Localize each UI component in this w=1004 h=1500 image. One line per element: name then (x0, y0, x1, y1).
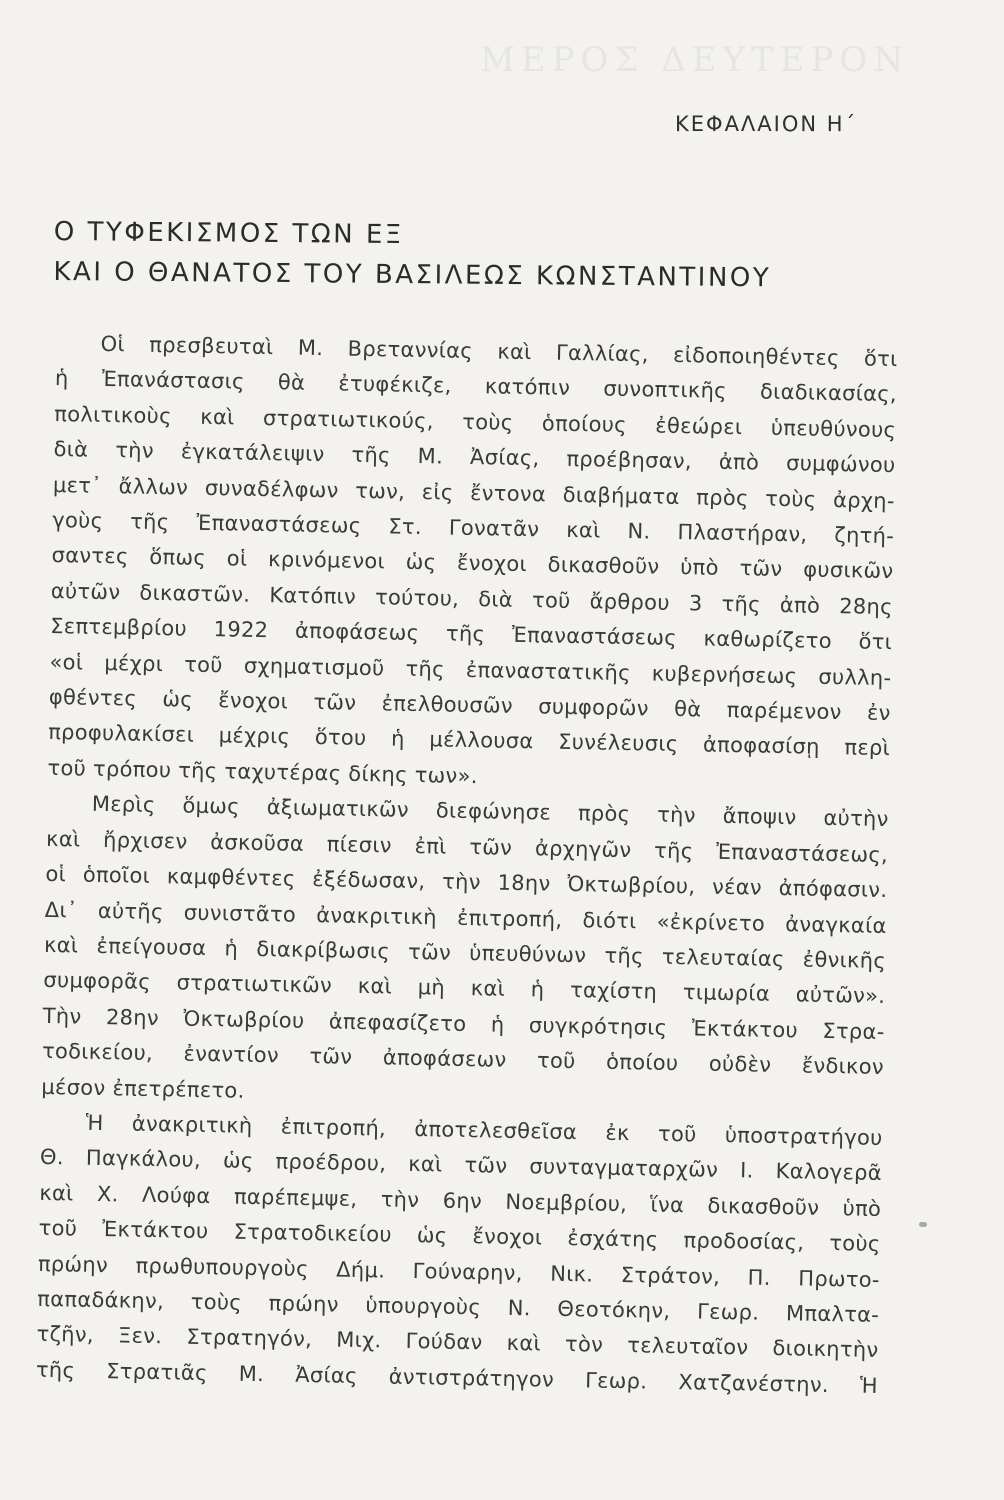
paragraph-2 (41, 786, 889, 1121)
text-line: ἡ Ἐπανάστασις θὰ ἐτυφέκιζε, κατόπιν συνοπτικῆς διαδικασίας, (54, 366, 898, 407)
text-line: πολιτικοὺς καὶ στρατιωτικούς, τοὺς ὁποίους ἐθεώρει ὑπευθύνους (54, 401, 897, 442)
chapter-title-line-2: ΚΑΙ Ο ΘΑΝΑΤΟΣ ΤΟΥ ΒΑΣΙΛΕΩΣ ΚΩΝΣΤΑΝΤΙΝΟΥ (53, 256, 772, 294)
text-line: προφυλακίσει μέχρις ὅτου ἡ μέλλουσα Συνέλευσις ἀποφασίσῃ περὶ (47, 720, 891, 761)
text-line: καὶ Χ. Λούφα παρέπεμψε, τὴν 6ην Νοεμβρίου, ἵνα δικασθοῦν ὑπὸ (39, 1180, 882, 1221)
text-line: αὐτῶν δικαστῶν. Κατόπιν τούτου, διὰ τοῦ ἄρθρου 3 τῆς ἀπὸ 28ης (50, 578, 893, 619)
text-line: τζῆν, Ξεν. Στρατηγόν, Μιχ. Γούδαν καὶ τὸν τελευταῖον διοικητὴν (36, 1322, 879, 1363)
text-line: μετ᾽ ἄλλων συναδέλφων των, εἰς ἔντονα διαβήματα πρὸς τοὺς ἀρχη- (52, 472, 896, 513)
text-line: φθέντες ὡς ἔνοχοι τῶν ἐπελθουσῶν συμφορῶν θὰ παρέμενον ἐν (48, 684, 891, 726)
text-line: τῆς Στρατιᾶς Μ. Ἀσίας ἀντιστράτηγον Γεωρ. Χατζανέστην. Ἡ (35, 1357, 879, 1398)
chapter-title-line-1: Ο ΤΥΦΕΚΙΣΜΟΣ ΤΩΝ ΕΞ (53, 216, 404, 251)
text-line: μέσον ἐπετρέπετο. (41, 1074, 245, 1103)
text-line: οἱ ὁποῖοι καμφθέντες ἐξέδωσαν, τὴν 18ην Ὀκτωβρίου, νέαν ἀπόφασιν. (45, 861, 888, 903)
text-line: διὰ τὴν ἐγκατάλειψιν τῆς Μ. Ἀσίας, προέβησαν, ἀπὸ συμφώνου (53, 437, 896, 478)
text-line: «οἱ μέχρι τοῦ σχηματισμοῦ τῆς ἐπαναστατικῆς κυβερνήσεως συλλη- (49, 649, 892, 690)
ink-speck (919, 1222, 927, 1227)
text-line: συμφορᾶς στρατιωτικῶν καὶ μὴ καὶ ἡ ταχίστη τιμωρία αὐτῶν». (43, 968, 886, 1009)
text-line: πρώην πρωθυπουργοὺς Δήμ. Γούναρην, Νικ. Στράτον, Π. Πρωτο- (37, 1251, 881, 1292)
paragraph-3 (36, 1105, 883, 1404)
bleed-through-heading: ΜΕΡΟΣ ΔΕΥΤΕΡΟΝ (480, 40, 910, 80)
text-line: τοῦ Ἐκτάκτου Στρατοδικείου ὡς ἔνοχοι ἐσχάτης προδοσίας, τοὺς (38, 1215, 881, 1257)
text-line: τοῦ τρόπου τῆς ταχυτέρας δίκης των». (47, 755, 478, 789)
text-line: καὶ ἤρχισεν ἀσκοῦσα πίεσιν ἐπὶ τῶν ἀρχηγῶν τῆς Ἐπαναστάσεως, (45, 826, 889, 867)
text-line: Θ. Παγκάλου, ὡς προέδρου, καὶ τῶν συνταγματαρχῶν Ι. Καλογερᾶ (39, 1145, 883, 1186)
text-line: Δι᾽ αὐτῆς συνιστᾶτο ἀνακριτικὴ ἐπιτροπή, διότι «ἐκρίνετο ἀναγκαία (44, 897, 887, 938)
text-line: σαντες ὅπως οἱ κρινόμενοι ὡς ἔνοχοι δικασθοῦν ὑπὸ τῶν φυσικῶν (51, 543, 894, 584)
text-line: Ἡ ἀνακριτικὴ ἐπιτροπή, ἀποτελεσθεῖσα ἐκ τοῦ ὑποστρατήγου (85, 1110, 883, 1150)
text-line: Τὴν 28ην Ὀκτωβρίου ἀπεφασίζετο ἡ συγκρότησις Ἐκτάκτου Στρα- (42, 1003, 885, 1044)
text-line: παπαδάκην, τοὺς πρώην ὑπουργοὺς Ν. Θεοτόκην, Γεωρ. Μπαλτα- (37, 1286, 880, 1327)
chapter-heading: ΚΕΦΑΛΑΙΟΝ Η΄ (675, 112, 858, 136)
text-line: καὶ ἐπείγουσα ἡ διακρίβωσις τῶν ὑπευθύνων τῆς τελευταίας ἐθνικῆς (43, 932, 887, 973)
text-line: τοδικείου, ἐναντίον τῶν ἀποφάσεων τοῦ ὁποίου οὐδὲν ἔνδικον (41, 1038, 885, 1080)
text-line: Μερὶς ὅμως ἀξιωματικῶν διεφώνησε πρὸς τὴν ἄποψιν αὐτὴν (91, 792, 889, 832)
body-text (36, 326, 898, 1404)
paragraph-1 (47, 326, 898, 802)
text-line: γοὺς τῆς Ἐπαναστάσεως Στ. Γονατᾶν καὶ Ν. Πλαστήραν, ζητή- (52, 507, 895, 549)
text-line: Οἱ πρεσβευταὶ Μ. Βρεταννίας καὶ Γαλλίας, εἰδοποιηθέντες ὅτι (100, 331, 898, 372)
text-line: Σεπτεμβρίου 1922 ἀποφάσεως τῆς Ἐπαναστάσεως καθωρίζετο ὅτι (50, 614, 893, 655)
chapter-title (53, 212, 771, 298)
